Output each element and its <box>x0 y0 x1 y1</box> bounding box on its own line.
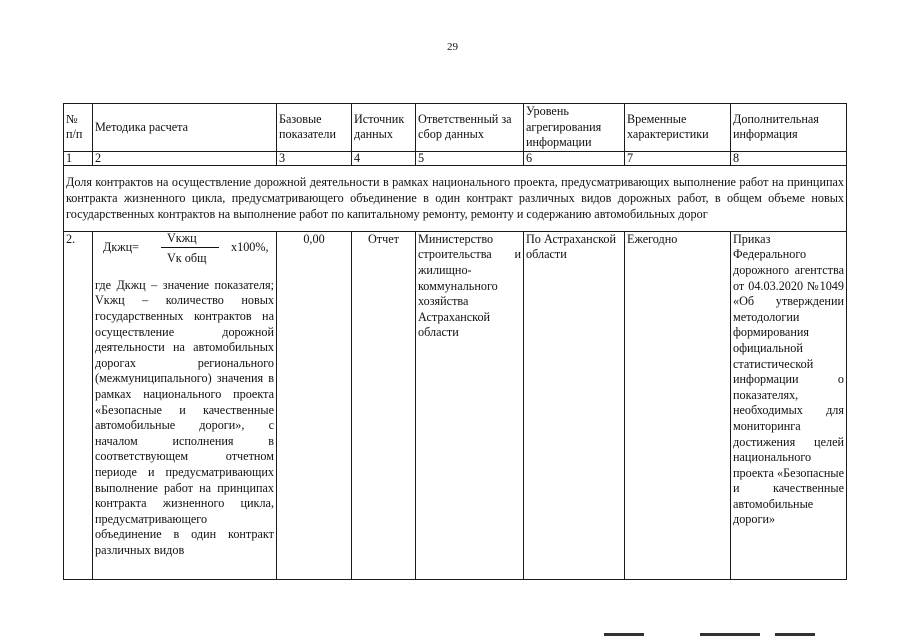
column-number: 6 <box>524 151 625 165</box>
column-number: 5 <box>416 151 524 165</box>
formula-lhs: Дкжц= <box>103 239 140 254</box>
header-cell: Методика расчета <box>93 104 277 152</box>
header-cell: Базовые показатели <box>277 104 352 152</box>
section-row <box>64 165 847 231</box>
header-row <box>64 104 847 152</box>
method-description: где Дкжц – значение показателя; Vкжц – количество новых государственных контрактов на осуществление дорожной деятельности на автомобильных дорогах регионального (межмуниципального) значения в рамках национального проекта «Безопасные и качественные автомобильные дороги», с началом исполнения в соответствующем отчетном периоде и предусматривающих выполнение работ на принципах контракта жизненного цикла, предусматривающего объединение в один контракт различных видов <box>95 277 274 557</box>
aggregation-level: По Астраханской области <box>524 231 625 579</box>
row-number: 2. <box>64 231 93 579</box>
additional-info: Приказ Федерального дорожного агентства от 04.03.2020 №1049 «Об утверждении методологии формирования официальной статистической информации о показателях, необходимых для мониторинга достижения целей национального проекта «Безопасные и качественные автомобильные дороги» <box>731 231 847 579</box>
header-cell: Источник данных <box>352 104 416 152</box>
indicator-table <box>63 103 847 580</box>
formula <box>95 232 274 276</box>
timing: Ежегодно <box>625 231 731 579</box>
header-cell: Временные характеристики <box>625 104 731 152</box>
section-title: Доля контрактов на осуществление дорожной деятельности в рамках национального проекта, предусматривающих выполнение работ на принципах контракта жизненного цикла, предусматривающего объединение в один контракт различных видов дорожных работ, в общем объеме новых государственных контрактов на выполнение работ по капитальному ремонту, ремонту и содержанию автомобильных дорог <box>64 165 847 231</box>
method-cell <box>93 231 277 579</box>
responsible: Министерство строительства и жилищно-коммунального хозяйства Астраханской области <box>416 231 524 579</box>
header-cell: Дополнительная информация <box>731 104 847 152</box>
formula-denominator: Vк общ <box>167 250 207 265</box>
fraction-line <box>161 247 219 248</box>
header-cell: Ответственный за сбор данных <box>416 104 524 152</box>
column-number: 2 <box>93 151 277 165</box>
column-number-row <box>64 151 847 165</box>
base-value: 0,00 <box>277 231 352 579</box>
data-source: Отчет <box>352 231 416 579</box>
column-number: 8 <box>731 151 847 165</box>
scan-artifact <box>775 633 815 636</box>
column-number: 4 <box>352 151 416 165</box>
scan-artifact <box>604 633 644 636</box>
table-row <box>64 231 847 579</box>
scan-artifact <box>700 633 760 636</box>
formula-multiplier: х100%, <box>231 239 269 254</box>
page-number: 29 <box>447 41 458 53</box>
column-number: 1 <box>64 151 93 165</box>
column-number: 7 <box>625 151 731 165</box>
column-number: 3 <box>277 151 352 165</box>
header-cell: № п/п <box>64 104 93 152</box>
header-cell: Уровень агрегирования информации <box>524 104 625 152</box>
formula-numerator: Vкжц <box>167 231 197 245</box>
